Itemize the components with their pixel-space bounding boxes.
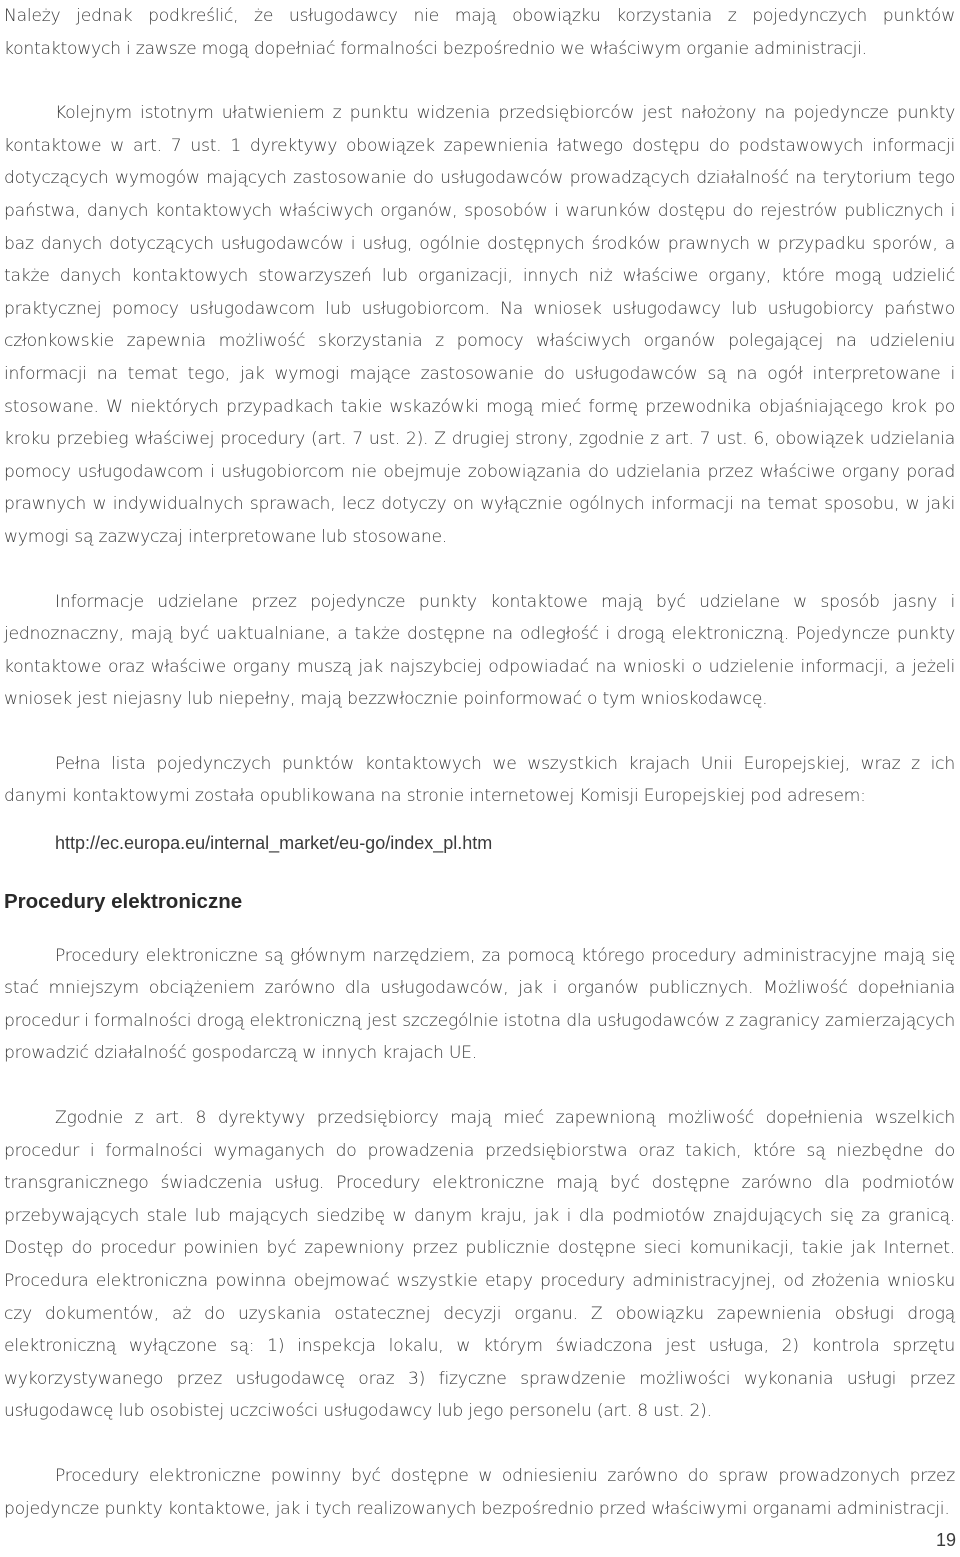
paragraph-gap (4, 813, 955, 827)
eu-go-link[interactable]: http://ec.europa.eu/internal_market/eu-go/index_pl.htm (55, 833, 493, 854)
paragraph-electronic-tool: Procedury elektroniczne są głównym narzędziem, za pomocą którego procedury administracyjne mają się stać mniejszym obciążeniem zarówno dla usługodawców, jak i organów publicznych. Możliwość dopełniania procedur i formalności drogą elektroniczną jest szczególnie istotna dla usługodawców z zagranicy zamierzających prowadzić działalność gospodarczą w innych krajach UE. (4, 945, 955, 1064)
section-heading-electronic-procedures: Procedury elektroniczne (4, 889, 243, 913)
paragraph-gap (4, 1070, 955, 1102)
paragraph-gap (4, 716, 955, 748)
paragraph-gap (4, 1428, 955, 1460)
paragraph-information-duty: Kolejnym istotnym ułatwieniem z punktu widzenia przedsiębiorców jest nałożony na pojedyncze punkty kontaktowe w art. 7 ust. 1 dyrektywy obowiązek zapewnienia łatwego dostępu do podstawowych informacji dotyczących wymogów mających zastosowanie do usługodawców prowadzących działalność na terytorium tego państwa, danych kontaktowych właściwych organów, sposobów i warunków dostępu do rejestrów publicznych i baz danych dotyczących usługodawców i usług, ogólnie dostępnych środków prawnych w przypadku sporów, a także danych kontaktowych stowarzyszeń lub organizacji, innych niż właściwe organy, które mogą udzielić praktycznej pomocy usługodawcom lub usługobiorcom. Na wniosek usługodawcy lub usługobiorcy państwo członkowskie zapewnia możliwość skorzystania z pomocy właściwych organów polegającej na udzieleniu informacji na temat tego, jak wymogi mające zastosowanie do usługodawców są na ogół interpretowane i stosowane. W niektórych przypadkach takie wskazówki mogą mieć formę przewodnika objaśniającego krok po kroku przebieg właściwej procedury (art. 7 ust. 2). Z drugiej strony, zgodnie z art. 7 ust. 6, obowiązek udzielania pomocy usługodawcom i usługobiorcom nie obejmuje zobowiązania do udzielania przez właściwe organy porad prawnych w indywidualnych sprawach, lecz dotyczy on wyłącznie ogólnych informacji na temat sposobu, w jaki wymogi są zazwyczaj interpretowane lub stosowane. (4, 103, 955, 547)
paragraph-no-obligation: Należy jednak podkreślić, że usługodawcy nie mają obowiązku korzystania z pojedynczych punktów kontaktowych i zawsze mogą dopełniać formalności bezpośrednio we właściwym organie administracji. (4, 6, 955, 59)
paragraph-gap (4, 554, 955, 586)
paragraph-information-quality: Informacje udzielane przez pojedyncze punkty kontaktowe mają być udzielane w sposób jasny i jednoznaczny, mają być uaktualniane, a także dostępne na odległość i drogą elektroniczną. Pojedyncze punkty kontaktowe oraz właściwe organy muszą jak najszybciej odpowiadać na wnioski o udzielenie informacji, a jeżeli wniosek jest niejasny lub niepełny, mają bezzwłocznie poinformować o tym wnioskodawcę. (4, 591, 955, 710)
paragraph-gap (4, 65, 955, 97)
paragraph-gap (4, 918, 955, 940)
paragraph-contact-list: Pełna lista pojedynczych punktów kontaktowych we wszystkich krajach Unii Europejskiej, wraz z ich danymi kontaktowymi została opublikowana na stronie internetowej Komisji Europejskiej pod adresem: (4, 753, 955, 807)
document-page (4, 0, 955, 1525)
paragraph-availability: Procedury elektroniczne powinny być dostępne w odniesieniu zarówno do spraw prowadzonych przez pojedyncze punkty kontaktowe, jak i tych realizowanych bezpośrednio przed właściwymi organami administracji. (4, 1465, 955, 1519)
page-number: 19 (935, 1530, 956, 1550)
paragraph-article-8: Zgodnie z art. 8 dyrektywy przedsiębiorcy mają mieć zapewnioną możliwość dopełnienia wszelkich procedur i formalności wymaganych do prowadzenia przedsiębiorstwa oraz takich, które są niezbędne do transgranicznego świadczenia usług. Procedury elektroniczne mają być dostępne zarówno dla podmiotów przebywających stale lub mających siedzibę w danym kraju, jak i dla podmiotów znajdujących się za granicą. Dostęp do procedur powinien być zapewniony przez publicznie dostępne sieci komunikacji, takie jak Internet. Procedura elektroniczna powinna obejmować wszystkie etapy procedury administracyjnej, od złożenia wniosku czy dokumentów, aż do uzyskania ostatecznej decyzji organu. Z obowiązku zapewnienia obsługi drogą elektroniczną wyłączone są: 1) inspekcja lokalu, w którym świadczona jest usługa, 2) kontrola sprzętu wykorzystywanego przez usługodawcę oraz 3) fizyczne sprawdzenie możliwości wykonania usługi przez usługodawcę lub osobistej uczciwości usługodawcy lub jego personelu (art. 8 ust. 2). (4, 1108, 955, 1422)
section-gap (4, 860, 955, 886)
